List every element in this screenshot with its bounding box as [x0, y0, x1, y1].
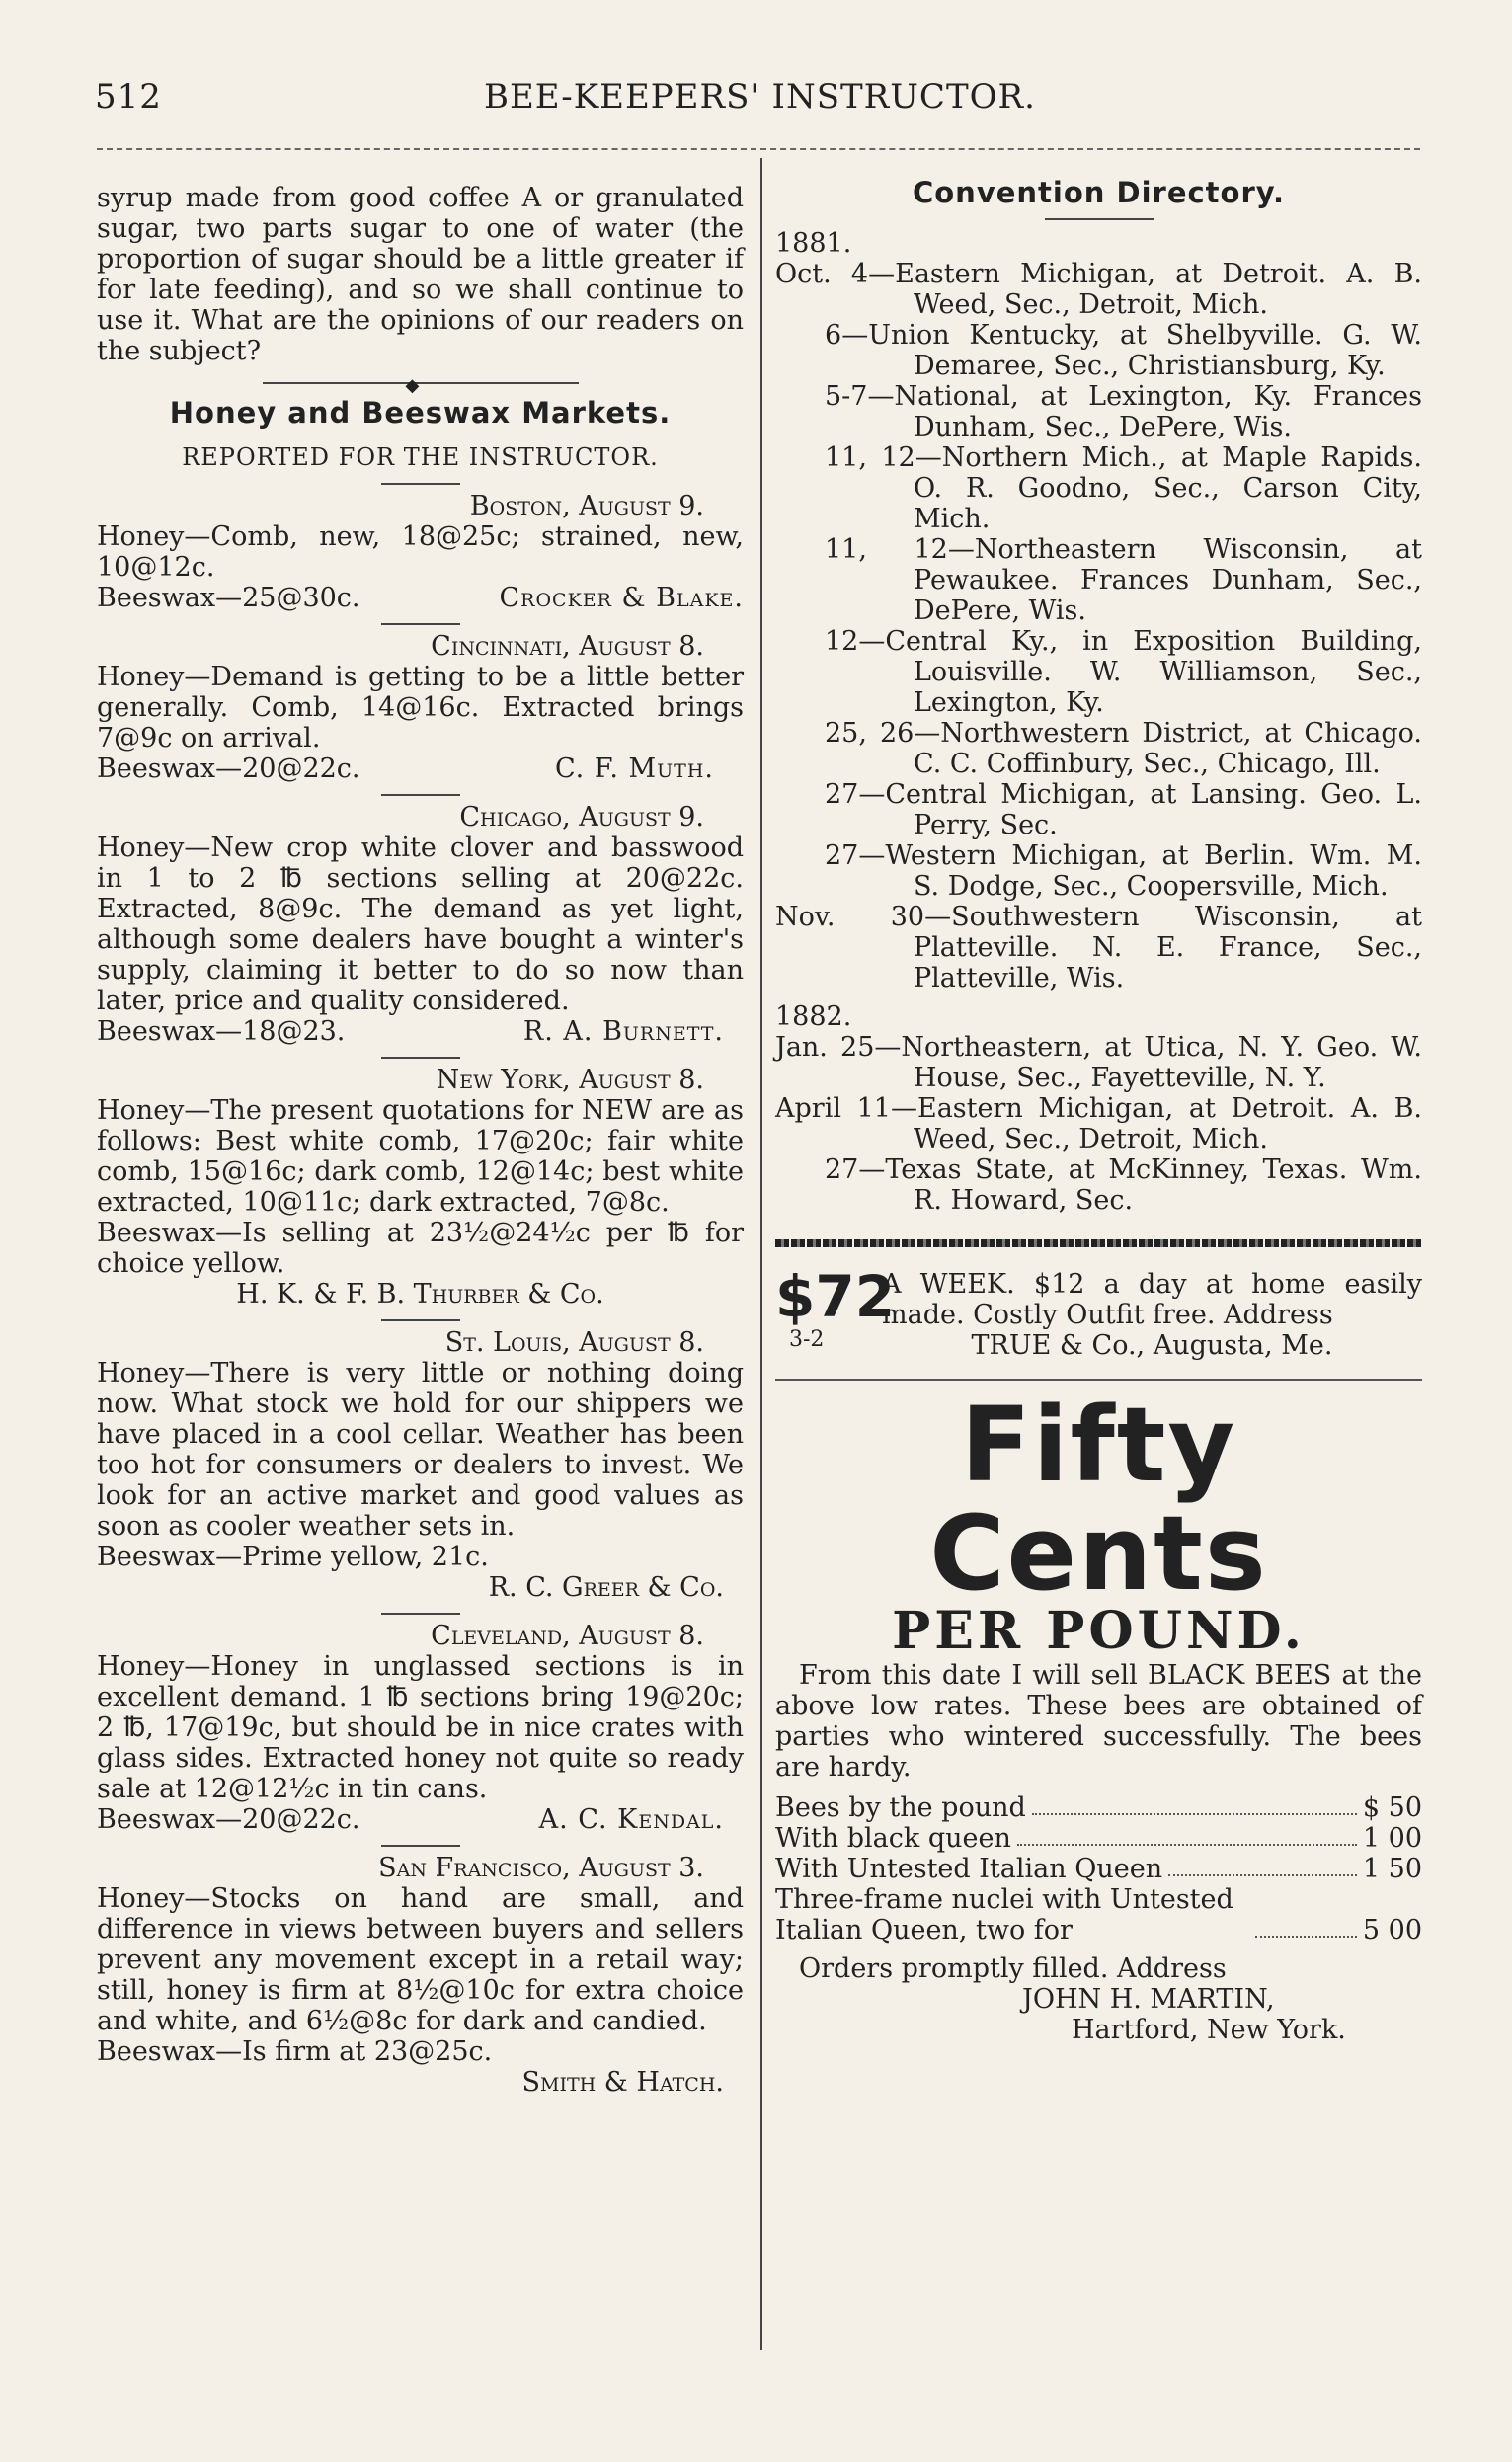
running-title: BEE-KEEPERS' INSTRUCTOR.: [484, 77, 1036, 117]
section-separator: [381, 1319, 460, 1321]
section-separator: [381, 794, 460, 796]
signature: H. K. & F. B. Thurber & Co.: [236, 1279, 604, 1310]
beeswax-report: Beeswax—20@22c.: [97, 754, 360, 784]
convention-entry: [775, 1032, 1422, 1093]
ad-name: JOHN H. MARTIN,: [1022, 1984, 1275, 2015]
convention-date: 12: [825, 626, 859, 657]
signature: C. F. Muth.: [554, 754, 714, 784]
convention-details: —Northeastern Wisconsin, at Pewaukee. Frances Dunham, Sec., DePere, Wis.: [914, 534, 1422, 626]
honey-report: Honey—There is very little or nothing doing now. What stock we hold for our shippers we have placed in a cool cellar. Weather has been too hot for consumers or dealers to invest. We look for an active market and good values as soon as cooler weather sets in.: [97, 1358, 744, 1542]
dateline: Cincinnati, August 8.: [431, 631, 704, 662]
beeswax-line: [97, 1016, 744, 1047]
signature: Smith & Hatch.: [521, 2067, 724, 2098]
convention-details: —National, at Lexington, Ky. Frances Dunham, Sec., DePere, Wis.: [867, 381, 1422, 442]
dateline: Boston, August 9.: [469, 491, 704, 521]
convention-entry: [775, 1093, 1422, 1154]
convention-date: 27: [825, 840, 859, 871]
dateline: Chicago, August 9.: [459, 802, 704, 833]
honey-report: Honey—The present quotations for NEW are as follows: Best white comb, 17@20c; fair white comb, 15@16c; dark comb, 12@14c; best white extracted, 10@11c; dark extracted, 7@8c.: [97, 1095, 744, 1218]
price-row: [775, 1792, 1422, 1823]
price-value: 5 00: [1362, 1915, 1422, 1946]
page-number: 512: [95, 77, 162, 117]
signature: R. A. Burnett.: [522, 1016, 724, 1047]
convention-entry: [775, 779, 1422, 840]
beeswax-line: [97, 1804, 744, 1835]
convention-date: 11, 12: [825, 442, 915, 473]
price-row: [775, 1854, 1422, 1884]
column-divider: [760, 158, 762, 2350]
convention-entry: [775, 534, 1422, 626]
beeswax-report: Beeswax—Is selling at 23½@24½c per ℔ for choice yellow.: [97, 1218, 744, 1279]
convention-list-1881: [775, 259, 1422, 993]
signature: R. C. Greer & Co.: [488, 1572, 724, 1603]
signature: Crocker & Blake.: [499, 583, 744, 613]
honey-report: Honey—Stocks on hand are small, and difference in views between buyers and sellers prevent any movement except in a retail way; still, honey is firm at 8½@10c for extra choice and white, and 6½@8c for dark and candied.: [97, 1883, 744, 2036]
beeswax-report: Beeswax—Prime yellow, 21c.: [97, 1542, 489, 1572]
convention-details: —Central Ky., in Exposition Building, Louisville. W. Williamson, Sec., Lexington, Ky.: [858, 626, 1422, 718]
convention-date: 6: [825, 320, 842, 351]
dateline: San Francisco, August 3.: [378, 1853, 704, 1883]
ad-body: From this date I will sell BLACK BEES at the above low rates. These bees are obtained of parties who wintered successfully. The bees are hardy.: [775, 1660, 1422, 1783]
ad-price-block: [775, 1263, 896, 1355]
honey-report: Honey—New crop white clover and basswood in 1 to 2 ℔ sections selling at 20@22c. Extracted, 8@9c. The demand as yet light, although some dealers have bought a winter's supply, claiming it better to do so now than later, price and quality considered.: [97, 833, 744, 1016]
beeswax-line: [97, 754, 744, 784]
convention-entry: [775, 381, 1422, 442]
convention-entry: [775, 840, 1422, 902]
price-value: 1 00: [1362, 1823, 1422, 1854]
market-san-francisco: [97, 1853, 744, 2098]
ornament-divider: [263, 382, 579, 384]
dateline: Cleveland, August 8.: [431, 1621, 704, 1651]
convention-entry: [775, 442, 1422, 534]
convention-details: —Union Kentucky, at Shelbyville. G. W. Demaree, Sec., Christiansburg, Ky.: [841, 320, 1422, 381]
directory-title: Convention Directory.: [912, 176, 1286, 209]
ad-orders: Orders promptly filled. Address: [799, 1953, 1227, 1984]
market-new-york: [97, 1065, 744, 1310]
convention-date: 11, 12: [825, 534, 948, 565]
price-item: With Untested Italian Queen: [775, 1854, 1163, 1884]
left-column: [97, 183, 744, 2098]
price-list: [775, 1792, 1422, 1946]
convention-details: —Northern Mich., at Maple Rapids. O. R. Goodno, Sec., Carson City, Mich.: [914, 442, 1422, 534]
dateline: New York, August 8.: [436, 1065, 704, 1095]
convention-entry: [775, 320, 1422, 381]
price-value: $ 50: [1362, 1792, 1422, 1823]
price-item: Three-frame nuclei with Untested Italian Queen, two for: [775, 1884, 1233, 1946]
market-cleveland: [97, 1621, 744, 1835]
price-leader: [1032, 1792, 1357, 1815]
convention-details: —Northeastern, at Utica, N. Y. Geo. W. House, Sec., Fayetteville, N. Y.: [874, 1032, 1422, 1093]
price-item: Bees by the pound: [775, 1792, 1026, 1823]
price-item: With black queen: [775, 1823, 1011, 1854]
price-row: [775, 1823, 1422, 1854]
intro-paragraph: syrup made from good coffee A or granulated sugar, two parts sugar to one of water (the proportion of sugar should be a little greater if for late feeding), and so we shall continue to use it. What are the opinions of our readers on the subject?: [97, 183, 744, 366]
section-separator: [381, 1845, 460, 1847]
convention-entry: [775, 902, 1422, 993]
market-st-louis: [97, 1327, 744, 1603]
convention-list-1882: [775, 1032, 1422, 1216]
market-chicago: [97, 802, 744, 1047]
section-separator: [381, 1613, 460, 1615]
price-leader: [1017, 1823, 1357, 1846]
honey-report: Honey—Demand is getting to be a little better generally. Comb, 14@16c. Extracted brings 7@9c on arrival.: [97, 662, 744, 754]
convention-details: —Central Michigan, at Lansing. Geo. L. Perry, Sec.: [858, 779, 1422, 840]
year-heading: 1882.: [775, 1001, 852, 1032]
markets-title: Honey and Beeswax Markets.: [169, 396, 672, 430]
markets-subtitle: REPORTED FOR THE INSTRUCTOR.: [182, 443, 659, 471]
ad-copy: [864, 1269, 1422, 1361]
beeswax-report: Beeswax—Is firm at 23@25c.: [97, 2036, 493, 2067]
right-column: [775, 178, 1422, 2045]
ad-text: A WEEK. $12 a day at home easily made. Costly Outfit free. Address: [882, 1269, 1422, 1330]
ad-separator: [775, 1379, 1422, 1381]
section-separator: [381, 483, 460, 485]
honey-report: Honey—Honey in unglassed sections is in excellent demand. 1 ℔ sections bring 19@20c; 2 ℔, 17@19c, but should be in nice crates with glass sides. Extracted honey not quite so ready sale at 12@12½c in tin cans.: [97, 1651, 744, 1804]
convention-entry: [775, 626, 1422, 718]
convention-entry: [775, 259, 1422, 320]
year-heading: 1881.: [775, 228, 852, 259]
ad-place: Hartford, New York.: [1072, 2015, 1346, 2045]
ad-code: 3-2: [789, 1327, 825, 1352]
convention-date: Jan. 25: [775, 1032, 875, 1063]
price-value: 1 50: [1362, 1854, 1422, 1884]
ad-weekly-income: [775, 1263, 1422, 1361]
convention-entry: [775, 1154, 1422, 1216]
convention-date: Nov. 30: [775, 902, 925, 932]
signature: A. C. Kendal.: [538, 1804, 724, 1835]
title-rule: [1045, 218, 1154, 220]
convention-details: —Texas State, at McKinney, Texas. Wm. R. Howard, Sec.: [858, 1154, 1422, 1216]
dateline: St. Louis, August 8.: [444, 1327, 704, 1358]
ornamental-rule: [775, 1239, 1422, 1247]
ad-subhead: PER POUND.: [892, 1601, 1306, 1661]
convention-date: 5-7: [825, 381, 868, 412]
convention-date: 25, 26: [825, 718, 915, 749]
convention-details: —Northwestern District, at Chicago. C. C. Coffinbury, Sec., Chicago, Ill.: [914, 718, 1422, 779]
convention-date: April 11: [775, 1093, 891, 1124]
price-leader: [1168, 1854, 1357, 1876]
section-separator: [381, 1057, 460, 1059]
convention-details: —Eastern Michigan, at Detroit. A. B. Weed, Sec., Detroit, Mich.: [868, 259, 1423, 320]
beeswax-report: Beeswax—18@23.: [97, 1016, 346, 1047]
page-header: [0, 77, 1512, 126]
market-cincinnati: [97, 631, 744, 784]
beeswax-report: Beeswax—20@22c.: [97, 1804, 360, 1835]
ad-headline: Fifty Cents: [929, 1385, 1268, 1614]
beeswax-report: Beeswax—25@30c.: [97, 583, 360, 613]
price-row: [775, 1884, 1422, 1946]
convention-details: —Western Michigan, at Berlin. Wm. M. S. Dodge, Sec., Coopersville, Mich.: [858, 840, 1422, 902]
convention-date: 27: [825, 1154, 859, 1185]
ad-address: TRUE & Co., Augusta, Me.: [971, 1330, 1333, 1361]
market-boston: [97, 491, 744, 613]
convention-date: Oct. 4: [775, 259, 869, 289]
price-leader: [1255, 1884, 1357, 1938]
convention-entry: [775, 718, 1422, 779]
convention-details: —Eastern Michigan, at Detroit. A. B. Weed, Sec., Detroit, Mich.: [890, 1093, 1422, 1154]
beeswax-line: [97, 583, 744, 613]
ad-big-price: $72: [775, 1263, 896, 1330]
header-rule: [97, 148, 1420, 150]
section-separator: [381, 623, 460, 625]
honey-report: Honey—Comb, new, 18@25c; strained, new, 10@12c.: [97, 521, 744, 583]
ad-black-bees: [775, 1385, 1422, 2045]
convention-details: —Southwestern Wisconsin, at Platteville. N. E. France, Sec., Platteville, Wis.: [914, 902, 1423, 993]
convention-date: 27: [825, 779, 859, 810]
